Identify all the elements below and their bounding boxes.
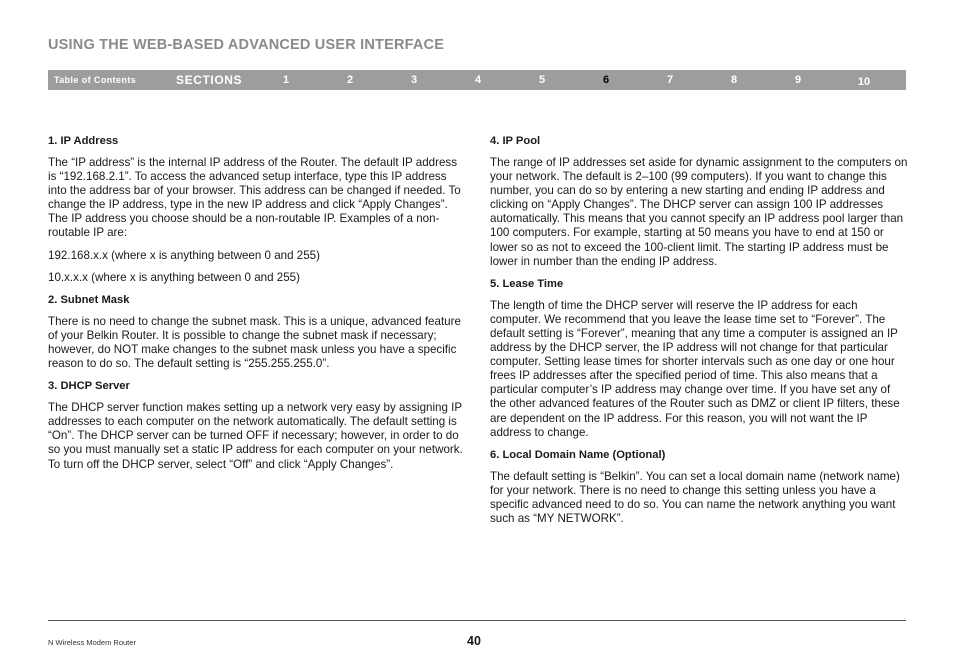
dhcp-server-heading: 3. DHCP Server [48, 380, 130, 393]
section-link-10[interactable]: 10 [857, 76, 871, 88]
section-link-2[interactable]: 2 [346, 74, 354, 86]
sections-label: SECTIONS [176, 73, 243, 87]
ip-example-1: 192.168.x.x (where x is anything between 0 and 255) [48, 248, 320, 262]
section-nav-bar [48, 70, 906, 90]
ip-pool-heading: 4. IP Pool [490, 135, 541, 147]
section-link-1[interactable]: 1 [282, 74, 290, 86]
local-domain-paragraph: The default setting is “Belkin”. You can set a local domain name (network name) for your network. There is no need to change this setting unless you have a specific advanced need to do so. You can name the network anything you want such as “MY NETWORK”. [490, 469, 900, 525]
footer-divider [48, 620, 906, 621]
left-column [48, 134, 466, 480]
section-link-3[interactable]: 3 [410, 74, 418, 86]
ip-pool-paragraph: The range of IP addresses set aside for dynamic assignment to the computers on your network. The default is 2–100 (99 computers). If you want to change this number, you can do so by entering a new starting and ending IP address and clicking on “Apply Changes”. The DHCP server can assign 100 IP addresses automatically. This means that you cannot specify an IP address pool larger than 100 computers. For example, starting at 50 means you have to end at 150 or lower so as not to exceed the 100-client limit. The starting IP address must be lower in number than the ending IP address. [490, 156, 908, 268]
dhcp-server-paragraph: The DHCP server function makes setting up a network very easy by assigning IP addresses to each computer on the network automatically. The default setting is “On”. The DHCP server can be turned OFF if necessary; however, in order to do so you must manually set a static IP address for each computer on your network. To turn off the DHCP server, select “Off” and click “Apply Changes”. [48, 401, 463, 471]
section-link-7[interactable]: 7 [666, 74, 674, 86]
right-column [490, 134, 908, 534]
footer-product-name: N Wireless Modem Router [48, 638, 136, 647]
ip-address-paragraph: The “IP address” is the internal IP address of the Router. The default IP address is “192.168.2.1”. To access the advanced setup interface, type this IP address into the address bar of your browser. This address can be changed if needed. To change the IP address, type in the new IP address and click “Apply Changes”. The IP address you choose should be a non-routable IP. Examples of a non-routable IP are: [48, 156, 461, 240]
section-link-6[interactable]: 6 [602, 74, 610, 86]
lease-time-paragraph: The length of time the DHCP server will reserve the IP address for each computer. We recommend that you leave the lease time set to “Forever”. The default setting is “Forever”, meaning that any time a computer is assigned an IP address by the DHCP server, the IP address will not change for that particular computer. Setting lease times for shorter intervals such as one day or one hour frees IP addresses after the specified period of time. This also means that a particular computer’s IP address may change over time. If you have set any of the other advanced features of the Router such as DMZ or client IP filters, these are dependent on the IP address. For this reason, you will not want the IP address to change. [490, 298, 900, 439]
page-header-title: USING THE WEB-BASED ADVANCED USER INTERFACE [48, 37, 445, 53]
ip-example-2: 10.x.x.x (where x is anything between 0 and 255) [48, 270, 300, 284]
ip-address-heading: 1. IP Address [48, 135, 119, 147]
table-of-contents-link[interactable]: Table of Contents [54, 75, 137, 85]
subnet-mask-paragraph: There is no need to change the subnet mask. This is a unique, advanced feature of your Belkin Router. It is possible to change the subnet mask if necessary; however, do NOT make changes to the subnet mask unless you have a specific reason to do so. The default setting is “255.255.255.0”. [48, 314, 461, 371]
lease-time-heading: 5. Lease Time [490, 277, 564, 290]
section-link-9[interactable]: 9 [794, 74, 802, 86]
local-domain-heading: 6. Local Domain Name (Optional) [490, 448, 666, 461]
section-link-8[interactable]: 8 [730, 74, 738, 86]
subnet-mask-heading: 2. Subnet Mask [48, 293, 130, 306]
page-number: 40 [467, 634, 481, 648]
section-link-4[interactable]: 4 [474, 74, 482, 86]
section-link-5[interactable]: 5 [538, 74, 546, 86]
